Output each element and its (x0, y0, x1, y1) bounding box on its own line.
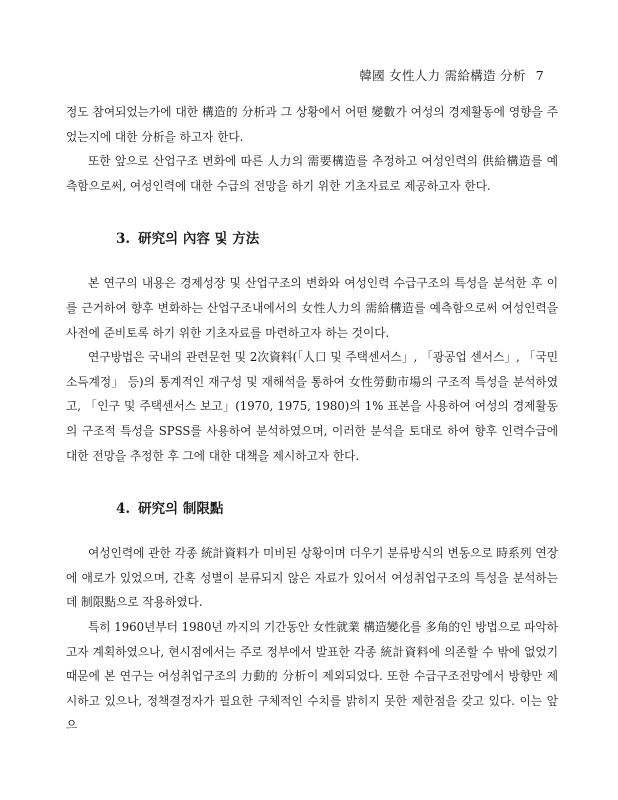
section-3-heading (116, 229, 558, 249)
section-3-title: 研究의 內容 및 方法 (138, 231, 260, 248)
running-header (359, 66, 544, 84)
section-4-paragraph-1: 여성인력에 관한 각종 統計資料가 미비된 상황이며 더우기 분류방식의 변동으로 時系列 연장에 애로가 있었으며, 간혹 성별이 분류되지 않은 자료가 있어서 여성취업구조의 특성을 분석하는데 制限點으로 작용하였다. (66, 546, 558, 610)
section-3-paragraph-2: 연구방법은 국내의 관련문헌 및 2次資料(「人口 및 주택센서스」, 「광공업 센서스」, 「국민소득계정」 등)의 통계적인 재구성 및 재해석을 통하여 女性勞動市場의 구조적 특성을 분석하였고, 「인구 및 주택센서스 보고」(1970, 1975, 1980)의 1% 표본을 사용하여 여성의 경제활동의 구조적 특성을 SPSS를 사용하여 분석하였으며, 이러한 분석을 토대로 하여 향후 인력수급에 대한 전망을 추정한 후 그에 대한 대책을 제시하고자 한다. (66, 350, 558, 463)
running-header-title: 韓國 女性人力 需給構造 分析 (359, 68, 526, 83)
section-4-heading (116, 499, 558, 519)
section-3-paragraph-1: 본 연구의 내용은 경제성장 및 산업구조의 변화와 여성인력 수급구조의 특성을 분석한 후 이를 근거하여 향후 변화하는 산업구조내에서의 女性人力의 需給構造를 예측함으로써 여성인력을 사전에 준비토록 하기 위한 기초자료를 마련하고자 하는 것이다. (66, 276, 558, 340)
section-4-number: 4. (116, 501, 131, 518)
section-4-paragraph-2: 특히 1960년부터 1980년 까지의 기간동안 女性就業 構造變化를 多角的인 방법으로 파악하고자 계획하였으나, 현시점에서는 주로 정부에서 발표한 각종 統計資料에 의존할 수 밖에 없었기 때문에 본 연구는 여성취업구조의 力動的 分析이 제외되었다. 또한 수급구조전망에서 방향만 제시하고 있으나, 정책결정자가 필요한 구체적인 수치를 밝히지 못한 제한점을 갖고 있다. 이는 앞으 (66, 619, 558, 733)
page-number: 7 (535, 68, 544, 83)
section-4-title: 研究의 制限點 (138, 501, 224, 518)
body-text (66, 100, 558, 738)
intro-paragraph-2: 또한 앞으로 산업구조 변화에 따른 人力의 需要構造를 추정하고 여성인력의 供給構造를 예측함으로써, 여성인력에 대한 수급의 전망을 하기 위한 기초자료로 제공하고자 한다. (66, 154, 558, 193)
section-3-number: 3. (116, 231, 131, 248)
intro-paragraph-1: 정도 참여되었는가에 대한 構造的 分析과 그 상황에서 어떤 變數가 여성의 경제활동에 영향을 주었는지에 대한 分析을 하고자 한다. (66, 105, 558, 144)
